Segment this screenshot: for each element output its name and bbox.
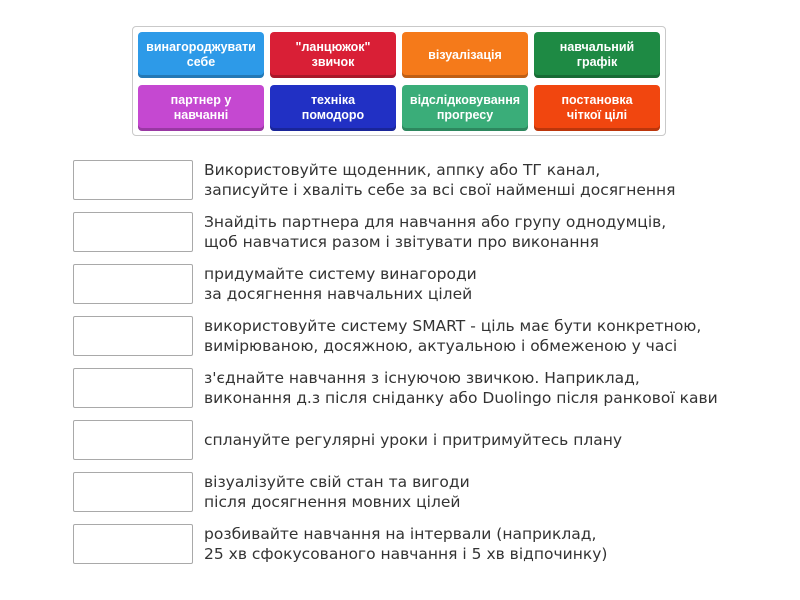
drop-slot[interactable]: [73, 160, 193, 200]
match-row: [73, 316, 773, 356]
drop-slot[interactable]: [73, 212, 193, 252]
description-text: Використовуйте щоденник, аппку або ТГ канал, записуйте і хваліть себе за всі свої найменші досягнення: [204, 161, 676, 199]
tile-clear-goal-setting[interactable]: постановка чіткої цілі: [534, 85, 660, 131]
description-text: візуалізуйте свій стан та вигоди після досягнення мовних цілей: [204, 473, 470, 511]
tile-study-partner[interactable]: партнер у навчанні: [138, 85, 264, 131]
drop-slot[interactable]: [73, 524, 193, 564]
tile-pomodoro-technique[interactable]: техніка помодоро: [270, 85, 396, 131]
description-text: використовуйте систему SMART - ціль має бути конкретною, вимірюваною, досяжною, актуальною і обмеженою у часі: [204, 317, 702, 355]
description-text: з'єднайте навчання з існуючою звичкою. Наприклад, виконання д.з після сніданку або Duolingo після ранкової кави: [204, 369, 718, 407]
tile-study-schedule[interactable]: навчальний графік: [534, 32, 660, 78]
match-row: [73, 420, 773, 460]
description-text: придумайте систему винагороди за досягнення навчальних цілей: [204, 265, 477, 303]
description-text: Знайдіть партнера для навчання або групу однодумців, щоб навчатися разом і звітувати про виконання: [204, 213, 667, 251]
match-row: [73, 160, 773, 200]
tile-progress-tracking[interactable]: відслідковування прогресу: [402, 85, 528, 131]
description-text: сплануйте регулярні уроки і притримуйтесь плану: [204, 431, 623, 449]
tile-reward-yourself[interactable]: винагороджувати себе: [138, 32, 264, 78]
match-row: [73, 368, 773, 408]
tile-habit-chain[interactable]: "ланцюжок" звичок: [270, 32, 396, 78]
match-row: [73, 264, 773, 304]
match-row: [73, 524, 773, 564]
drop-slot[interactable]: [73, 264, 193, 304]
match-row: [73, 212, 773, 252]
drop-slot[interactable]: [73, 316, 193, 356]
drop-slot[interactable]: [73, 472, 193, 512]
drop-slot[interactable]: [73, 420, 193, 460]
description-text: розбивайте навчання на інтервали (наприклад, 25 хв сфокусованого навчання і 5 хв відпочинку): [204, 525, 608, 563]
tile-visualization[interactable]: візуалізація: [402, 32, 528, 78]
match-row: [73, 472, 773, 512]
drop-slot[interactable]: [73, 368, 193, 408]
